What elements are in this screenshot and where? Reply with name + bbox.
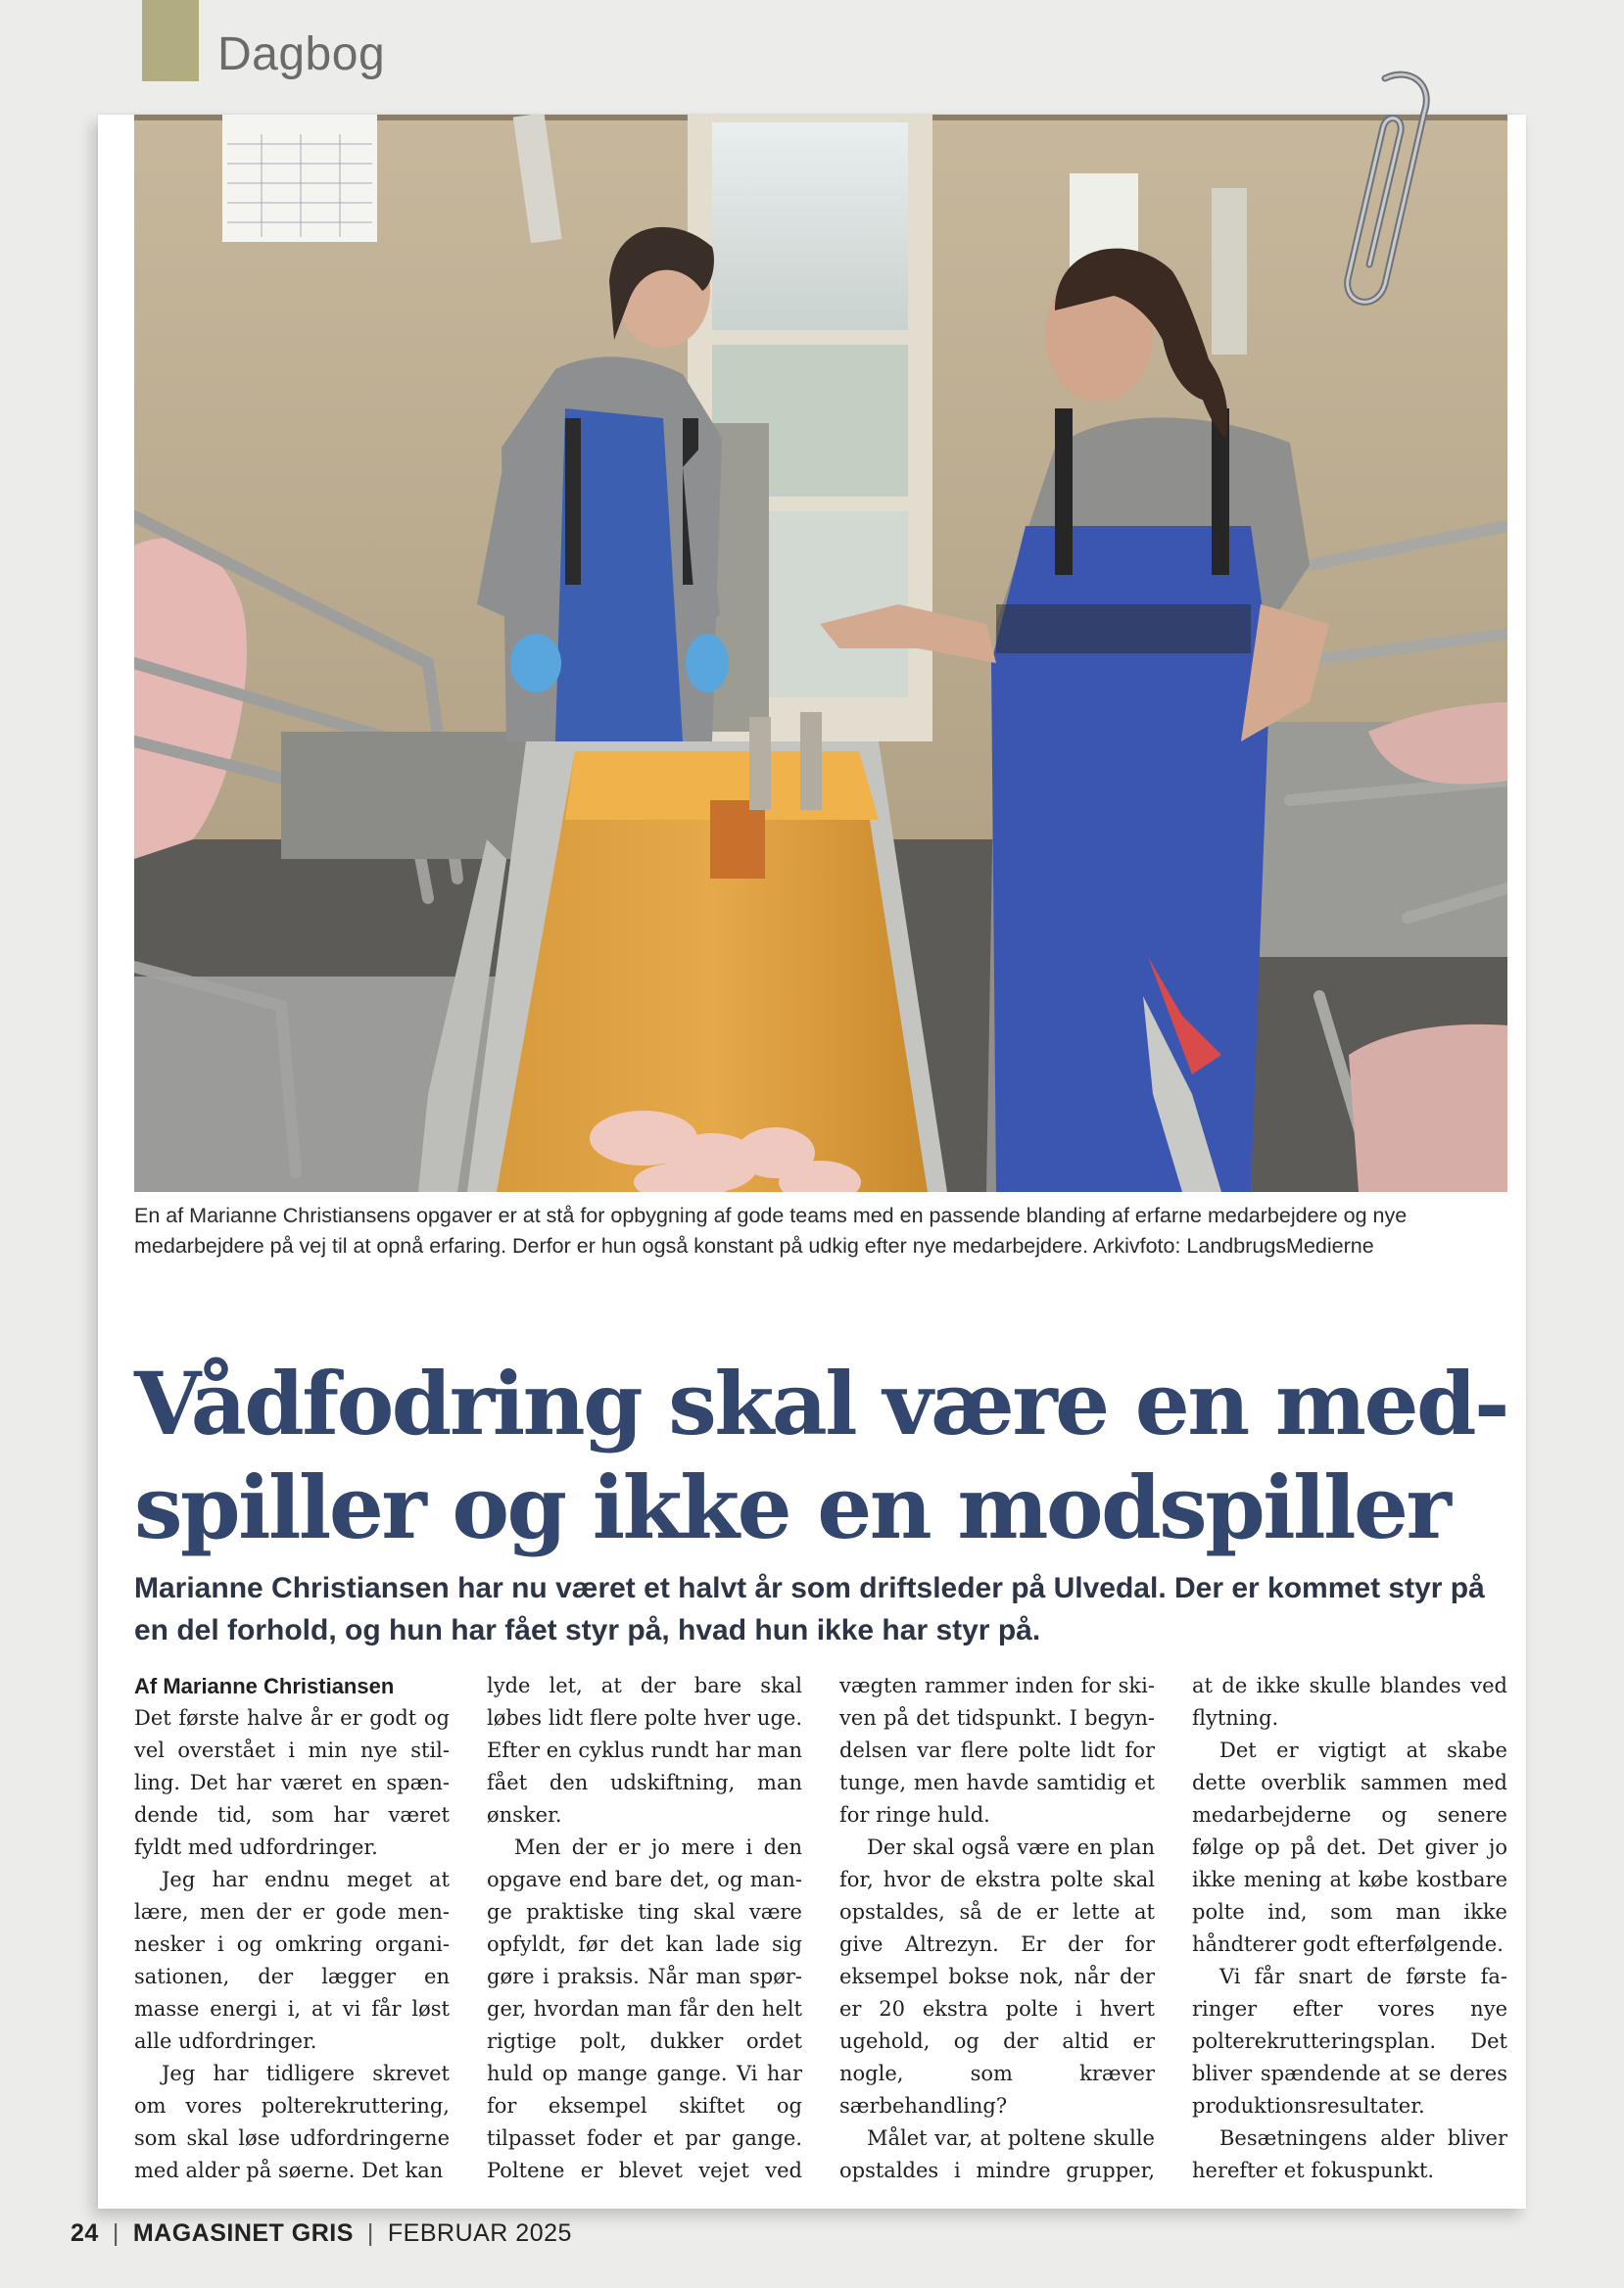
paragraph: Men der er jo mere i den opgave end bare det, og mange praktiske ting skal være opfyldt, før det kan lade sig gøre i praksis. Når man spørger, hvordan man får den helt rigtige polt, dukker ordet huld op mange gange. Vi har for eksempel skiftet og tilpasset foder et par gange. Poltene er blevet vejet ved [487,1835,802,2182]
article-body [134,1670,1507,2184]
body-column-4 [1192,1670,1507,2184]
photo-caption: En af Marianne Christiansens opgaver er at stå for opbygning af gode teams med en passende blanding af erfarne medarbejdere og nye medarbejdere på vej til at opnå erfaring. Derfor er hun også konstant på udkig efter nye medarbejdere. Arkivfoto: LandbrugsMedierne [134,1204,1408,1258]
paragraph: Jeg har tidligere skrevet om vores polterekruttering, som skal løse udfordringerne med alder på søerne. Det kan [134,2062,450,2182]
paragraph: Det er vigtigt at skabe dette overblik sammen med medarbejderne og senere følge op på det. Det giver jo ikke mening at købe kostbare polte ind, som man ikke håndterer godt efterfølgende. [1192,1739,1507,1956]
footer-divider: | [112,2219,119,2247]
footer-divider: | [366,2219,374,2247]
section-label: Dagbog [217,28,386,80]
paragraph: at de ikke skulle blandes ved flytning. [1192,1674,1507,1730]
article-lead: Marianne Christiansen har nu været et halvt år som driftsleder på Ulvedal. Der er kommet styr på en del forhold, og hun har fået styr på, hvad hun ikke har styr på. [134,1572,1485,1646]
paperclip-icon [1326,59,1444,323]
headline-line-2: spiller og ikke en modspiller [134,1456,1450,1558]
paragraph: Det første halve år er godt og vel overstået i min nye stilling. Det har været en spændende tid, som har været fyldt med udfordringer. [134,1706,450,1859]
article-photo [134,115,1507,1192]
magazine-name: MAGASINET GRIS [132,2219,354,2247]
headline-line-1: Vådfodring skal være en med- [134,1353,1508,1454]
body-column-3 [839,1670,1155,2184]
paragraph: Der skal også være en plan for, hvor de ekstra polte skal opstaldes, så de er lette at give Altrezyn. Er der for eksempel bokse nok, når der er 20 ekstra polte i hvert ugehold, og der altid er nogle, som kræver særbehandling? [839,1835,1155,2118]
paragraph: Vi får snart de første faringer efter vores nye polterekrutteringsplan. Det bliver spændende at se deres produktionsresultater. [1192,1965,1507,2118]
paragraph: Jeg har endnu meget at lære, men der er gode mennesker i og omkring organisationen, der lægger en masse energi i, at vi får løst alle udfordringer. [134,1868,450,2053]
body-column-1 [134,1670,450,2184]
article-headline [134,1352,1508,1559]
byline: Af Marianne Christiansen [134,1674,395,1698]
paragraph: lyde let, at der bare skal løbes lidt flere polte hver uge. Efter en cyklus rundt har man fået den udskiftning, man ønsker. [487,1674,802,1827]
paragraph: Besætningens alder bliver herefter et fokuspunkt. [1192,2126,1507,2182]
page-footer [71,2219,572,2248]
page-number: 24 [71,2219,99,2247]
issue-date: FEBRUAR 2025 [387,2219,572,2247]
paragraph: Målet var, at poltene skulle opstaldes i mindre grupper, [839,2126,1155,2182]
section-color-marker [142,0,199,81]
body-column-2 [487,1670,802,2184]
paragraph: vægten rammer inden for skiven på det tidspunkt. I begyndelsen var flere polte lidt for tunge, men havde samtidig et for ringe huld. [839,1674,1155,1827]
